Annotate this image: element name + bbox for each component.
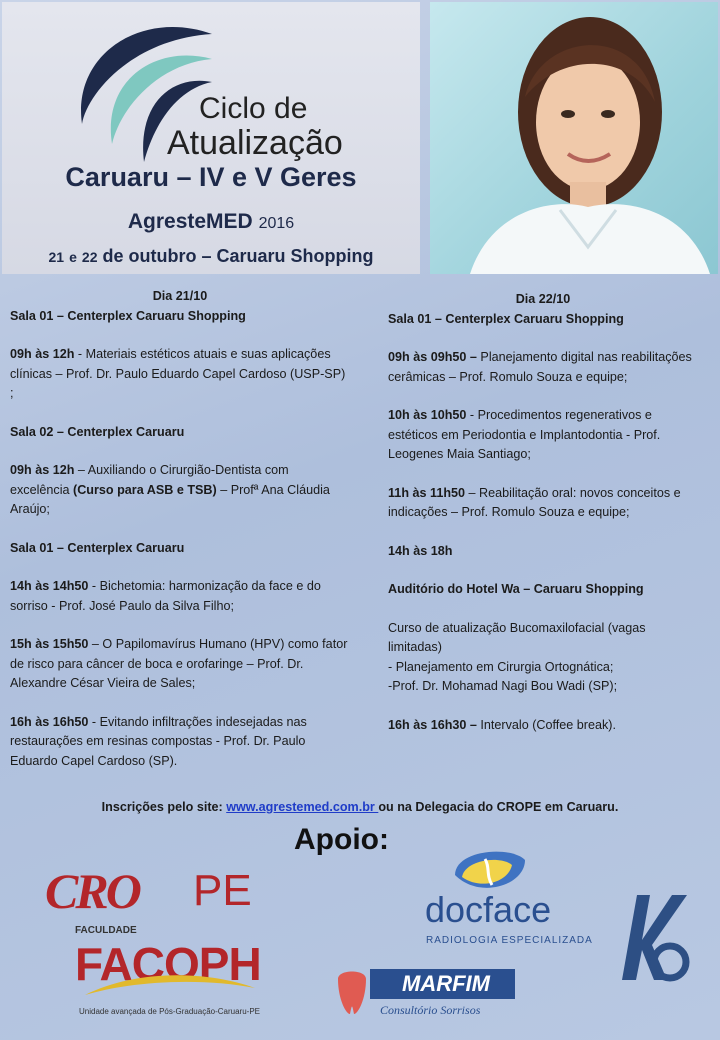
- item-text: - Procedimentos regenerativos e estéticos em Periodontia e Implantodontia - Prof. Leogenes Maia Santiago;: [388, 408, 661, 461]
- course-line: -Prof. Dr. Mohamad Nagi Bou Wadi (SP);: [388, 679, 618, 693]
- item-highlight: (Curso para ASB e TSB): [73, 482, 217, 497]
- header-panel: [2, 2, 420, 274]
- schedule-item: [10, 713, 350, 772]
- course-line: - Planejamento em Cirurgia Ortognática;: [388, 659, 614, 674]
- item-time: 14h às 14h50: [10, 579, 89, 593]
- item-text: - Materiais estéticos atuais e suas aplicações clínicas – Prof. Dr. Paulo Eduardo Capel Cardoso (USP-SP) ;: [10, 347, 346, 400]
- marfim-logo: [332, 965, 517, 1023]
- item-text: – O Papilomavírus Humano (HPV) como fator de risco para câncer de boca e orofaringe – Prof. Dr. Alexandre César Vieira de Sales;: [10, 637, 348, 690]
- room-heading: Sala 01 – Centerplex Caruaru Shopping: [10, 308, 246, 323]
- room-heading: Sala 02 – Centerplex Caruaru: [10, 424, 185, 439]
- cro-name: CRO: [45, 863, 139, 919]
- registration-prefix: Inscrições pelo site:: [101, 800, 227, 814]
- registration-line: [0, 800, 720, 814]
- facoph-logo: [75, 925, 275, 1020]
- item-time: 16h às 16h30 –: [388, 717, 477, 732]
- schedule-item: [10, 635, 350, 694]
- facoph-top: FACULDADE: [75, 925, 137, 936]
- registration-link[interactable]: www.agrestemed.com.br: [226, 800, 379, 814]
- date-and: e: [69, 249, 77, 265]
- event-year: 2016: [258, 215, 295, 232]
- item-text: – Profª Ana Cláudia Araújo;: [10, 482, 330, 516]
- item-time: 09h às 09h50 –: [388, 350, 477, 364]
- cro-pe-logo: [45, 862, 260, 922]
- item-time: 11h às 11h50: [388, 485, 466, 500]
- item-text: Planejamento digital nas reabilitações cerâmicas – Prof. Romulo Souza e equipe;: [388, 350, 692, 384]
- item-text: – Auxiliando o Cirurgião-Dentista com excelência: [10, 463, 289, 497]
- event-title: [2, 210, 420, 234]
- facoph-swoosh-icon: [85, 970, 255, 1000]
- marfim-tooth-icon: [332, 969, 372, 1017]
- schedule-item: [388, 484, 698, 523]
- marfim-caption: Consultório Sorrisos: [380, 1003, 481, 1017]
- date-day2: 22: [81, 249, 98, 265]
- course-line: Curso de atualização Bucomaxilofacial (vagas limitadas): [388, 620, 646, 654]
- item-text: Intervalo (Coffee break).: [476, 717, 616, 732]
- schedule-item: [388, 716, 698, 736]
- room-heading: Auditório do Hotel Wa – Caruaru Shopping: [388, 582, 644, 596]
- room-heading: Sala 01 – Centerplex Caruaru: [10, 540, 185, 555]
- item-text: - Evitando infiltrações indesejadas nas restaurações em resinas compostas - Prof. Dr. Paulo Eduardo Capel Cardoso (SP).: [10, 714, 307, 768]
- schedule-day-2: [388, 290, 698, 754]
- logo-line-1: Ciclo de: [199, 92, 308, 125]
- doctor-photo: [430, 2, 718, 274]
- schedule-item: [10, 577, 350, 616]
- date-rest: de outubro – Caruaru Shopping: [102, 246, 374, 266]
- kb-monogram-icon: [612, 890, 692, 985]
- schedule-item: [388, 348, 698, 387]
- facoph-caption: Unidade avançada de Pós-Graduação-Caruaru-PE: [79, 1007, 260, 1016]
- city-title: Caruaru – IV e V Geres: [65, 162, 357, 192]
- schedule-item: [10, 461, 350, 520]
- item-time: 15h às 15h50: [10, 637, 89, 651]
- schedule-item: [10, 345, 350, 404]
- item-text: – Reabilitação oral: novos conceitos e indicações – Prof. Romulo Souza e equipe;: [388, 485, 681, 519]
- schedule-item: [388, 406, 698, 465]
- item-time: 14h às 18h: [388, 543, 453, 558]
- date-day1: 21: [48, 249, 65, 265]
- docface-caption: RADIOLOGIA ESPECIALIZADA: [426, 935, 593, 946]
- item-text: - Bichetomia: harmonização da face e do sorriso - Prof. José Paulo da Silva Filho;: [10, 579, 321, 613]
- day-heading: Dia 22/10: [515, 292, 571, 306]
- cro-state: PE: [193, 866, 252, 915]
- docface-name: docface: [425, 889, 552, 930]
- course-block: [388, 619, 698, 697]
- event-name: AgresteMED: [127, 210, 253, 233]
- day-heading: Dia 21/10: [152, 289, 208, 303]
- event-dates: [2, 246, 420, 267]
- item-time: 09h às 12h: [10, 463, 75, 477]
- sponsors-heading: Apoio:: [294, 823, 389, 856]
- item-time: 10h às 10h50: [388, 408, 467, 422]
- schedule-day-1: [10, 287, 350, 790]
- logo-line-2: Atualização: [167, 124, 343, 162]
- doctor-portrait-icon: [430, 2, 718, 274]
- room-heading: Sala 01 – Centerplex Caruaru Shopping: [388, 311, 624, 326]
- docface-logo: [420, 845, 600, 950]
- marfim-name: MARFIM: [402, 971, 490, 996]
- schedule-item: [388, 542, 698, 562]
- item-time: 16h às 16h50: [10, 714, 89, 729]
- item-time: 09h às 12h: [10, 347, 75, 361]
- registration-suffix: ou na Delegacia do CROPE em Caruaru.: [378, 800, 619, 814]
- facoph-name: FACOPH: [75, 938, 261, 990]
